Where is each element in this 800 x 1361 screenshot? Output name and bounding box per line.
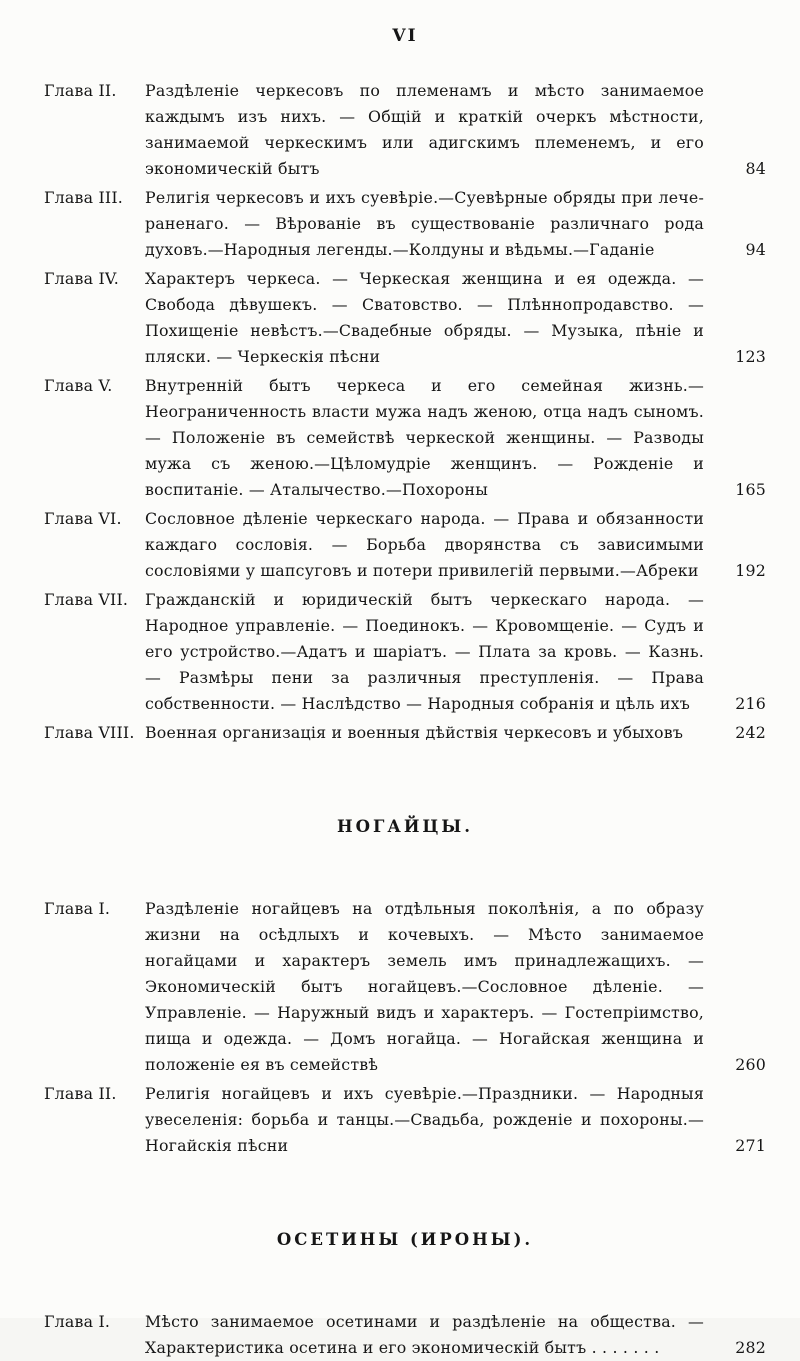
chapter-label: Глава I.: [44, 899, 111, 918]
toc-entry: [44, 720, 766, 746]
page-number: 165: [735, 480, 766, 499]
toc-entry: [44, 506, 766, 584]
page-number: 260: [735, 1055, 766, 1074]
chapter-label: Глава III.: [44, 188, 123, 207]
page-folio: VI: [392, 26, 418, 46]
toc-entry: [44, 373, 766, 503]
section-heading-nogaitsy: НОГАЙЦЫ.: [337, 817, 473, 836]
chapter-description: Религія ногайцевъ и ихъ суевѣріе.—Праздники. — Народныя увеселенія: борьба и танцы.—Свадьба, рожденіе и похороны.—Ногайскія пѣсни: [145, 1084, 704, 1155]
chapter-label: Глава II.: [44, 1084, 117, 1103]
page-number: 123: [735, 347, 766, 366]
page-number: 271: [735, 1136, 766, 1155]
toc-entry: [44, 1309, 766, 1361]
chapter-label: Глава IV.: [44, 269, 119, 288]
page-number: 282: [735, 1338, 766, 1357]
chapter-description: Мѣсто занимаемое осетинами и раздѣленіе на общества. — Характеристика осетина и его экономическій бытъ . . . . . . .: [145, 1312, 704, 1357]
toc-entry: [44, 587, 766, 717]
chapter-label: Глава VIII.: [44, 723, 135, 742]
toc-section-osetiny: [44, 1229, 766, 1361]
chapter-label: Глава V.: [44, 376, 113, 395]
chapter-description: Сословное дѣленіе черкескаго народа. — Права и обязанности каждаго сословія. — Борьба дворянства съ зависимыми сословіями у шапсуговъ и потери привилегій первыми.—Абреки: [145, 509, 704, 580]
chapter-description: Раздѣленіе черкесовъ по племенамъ и мѣсто занимаемое каждымъ изъ нихъ. — Общій и краткій очеркъ мѣстности, занимаемой черкескимъ или адигскимъ племенемъ, и его экономическій бытъ: [145, 81, 704, 178]
page-number: 216: [735, 694, 766, 713]
toc-entry: [44, 266, 766, 370]
toc-entry: [44, 185, 766, 263]
chapter-label: Глава I.: [44, 1312, 111, 1331]
chapter-label: Глава VII.: [44, 590, 129, 609]
page-number: 242: [735, 723, 766, 742]
chapter-description: Военная организація и военныя дѣйствія черкесовъ и убыховъ: [145, 723, 684, 742]
chapter-description: Характеръ черкеса. — Черкеская женщина и ея одежда. — Свобода дѣвушекъ. — Сватовство. — Плѣннопродавство. — Похищеніе невѣстъ.—Свадебные обряды. — Музыка, пѣніе и пляски. — Черкескія пѣсни: [145, 269, 704, 366]
page-number: 192: [735, 561, 766, 580]
toc-entry: [44, 1081, 766, 1159]
toc-entry: [44, 78, 766, 182]
chapter-label: Глава II.: [44, 81, 117, 100]
chapter-description: Внутренній бытъ черкеса и его семейная жизнь.—Неограниченность власти мужа надъ женою, отца надъ сыномъ. — Положеніе въ семействѣ черкеской женщины. — Разводы мужа съ женою.—Цѣломудріе женщинъ. — Рожденіе и воспитаніе. — Аталычество.—Похороны: [145, 376, 704, 499]
page-number: 84: [745, 159, 766, 178]
chapter-description: Религія черкесовъ и ихъ суевѣріе.—Суевѣрные обряды при лече-раненаго. — Вѣрованіе въ существованіе различнаго рода духовъ.—Народныя легенды.—Колдуны и вѣдьмы.—Гаданіе: [145, 188, 704, 259]
chapter-label: Глава VI.: [44, 509, 122, 528]
toc-entry: [44, 896, 766, 1078]
section-heading-osetiny: ОСЕТИНЫ (ИРОНЫ).: [276, 1230, 534, 1249]
toc-section-cherkesy: [44, 78, 766, 746]
chapter-description: Гражданскій и юридическій бытъ черкескаго народа. — Народное управленіе. — Поединокъ. — Кровомщеніе. — Судъ и его устройство.—Адатъ и шаріатъ. — Плата за кровь. — Казнь. — Размѣры пени за различныя преступленія. — Права собственности. — Наслѣдство — Народныя собранія и цѣль ихъ: [145, 590, 704, 713]
chapter-description: Раздѣленіе ногайцевъ на отдѣльныя поколѣнія, а по образу жизни на осѣдлыхъ и кочевыхъ. — Мѣсто занимаемое ногайцами и характеръ земель имъ принадлежащихъ. — Экономическій бытъ ногайцевъ.—Сословное дѣленіе. — Управленіе. — Наружный видъ и характеръ. — Гостепріимство, пища и одежда. — Домъ ногайца. — Ногайская женщина и положеніе ея въ семействѣ: [145, 899, 704, 1074]
page-number: 94: [745, 240, 766, 259]
toc-section-nogaitsy: [44, 816, 766, 1159]
